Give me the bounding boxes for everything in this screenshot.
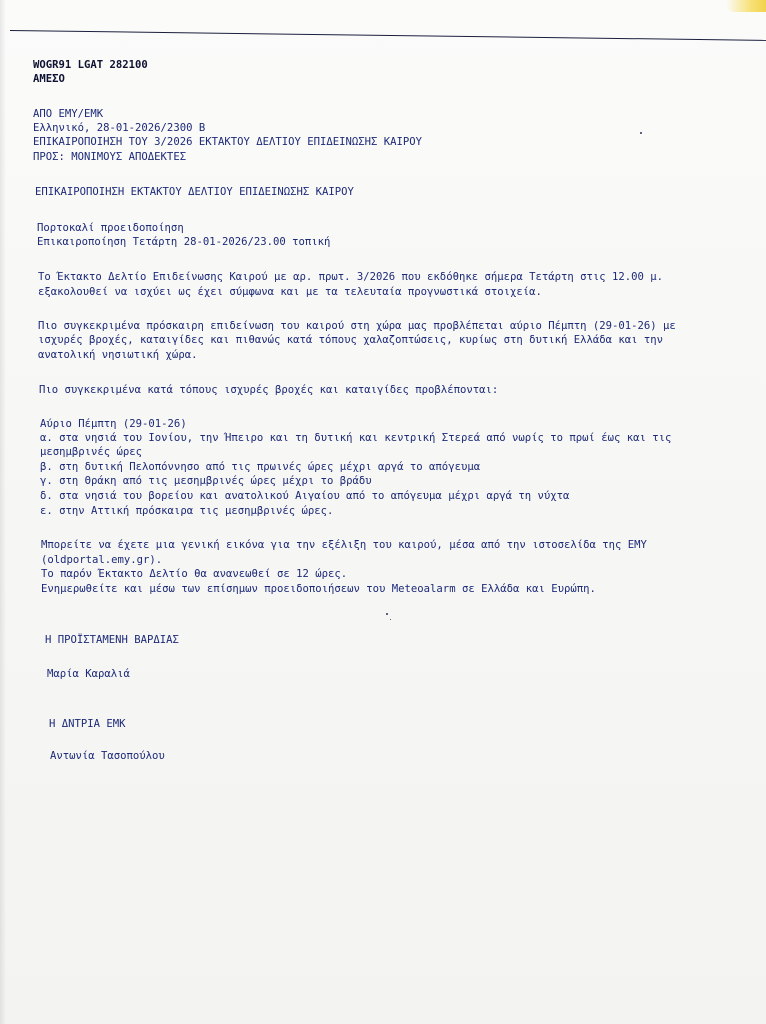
subject-line: ΕΠΙΚΑΙΡΟΠΟΙΗΣΗ ΤΟΥ 3/2026 ΕΚΤΑΚΤΟΥ ΔΕΛΤΙΟΥ ΕΠΙΔΕΙΝΩΣΗΣ ΚΑΙΡΟΥ [33, 136, 423, 148]
paper-speck [386, 613, 388, 615]
paragraph-line: Το Έκτακτο Δελτίο Επιδείνωσης Καιρού με αρ. πρωτ. 3/2026 που εκδόθηκε σήμερα Τετάρτη στις 12.00 μ. [38, 271, 664, 283]
top-rule [10, 30, 766, 41]
recipients: ΠΡΟΣ: ΜΟΝΙΜΟΥΣ ΑΠΟΔΕΚΤΕΣ [33, 151, 187, 163]
closing-line: Ενημερωθείτε και μέσω των επίσημων προειδοποιήσεων του Meteoalarm σε Ελλάδα και Ευρώπη. [41, 583, 596, 595]
signature-name: Αντωνία Τασοπούλου [50, 750, 165, 762]
closing-line: Το παρόν Έκτακτο Δελτίο θα ανανεωθεί σε 12 ώρες. [41, 568, 348, 580]
forecast-item: μεσημβρινές ώρες [40, 446, 143, 458]
paragraph-line: Πιο συγκεκριμένα πρόσκαιρη επιδείνωση του καιρού στη χώρα μας προβλέπεται αύριο Πέμπτη (29-01-26) με [38, 320, 676, 332]
paragraph-line: ισχυρές βροχές, καταιγίδες και πιθανώς κατά τόπους χαλαζοπτώσεις, κυρίως στη δυτική Ελλάδα και την [38, 334, 664, 346]
document-title: ΕΠΙΚΑΙΡΟΠΟΙΗΣΗ ΕΚΤΑΚΤΟΥ ΔΕΛΤΙΟΥ ΕΠΙΔΕΙΝΩΣΗΣ ΚΑΙΡΟΥ [35, 186, 354, 198]
signature-role: Η ΔΝΤΡΙΑ ΕΜΚ [49, 718, 126, 730]
priority-label: ΑΜΕΣΟ [33, 73, 65, 85]
forecast-item: α. στα νησιά του Ιονίου, την Ήπειρο και τη δυτική και κεντρική Στερεά από νωρίς το πρωί έως και τις [40, 432, 672, 444]
forecast-item: ε. στην Αττική πρόσκαιρα τις μεσημβρινές ώρες. [40, 505, 334, 517]
closing-line: (oldportal.emy.gr). [41, 554, 163, 566]
paragraph-line: ανατολική νησιωτική χώρα. [38, 349, 198, 361]
closing-line: Μπορείτε να έχετε μια γενική εικόνα για την εξέλιξη του καιρού, μέσα από την ιστοσελίδα της ΕΜΥ [41, 539, 647, 551]
paragraph-line: εξακολουθεί να ισχύει ως έχει σύμφωνα και με τα τελευταία προγνωστικά στοιχεία. [38, 286, 542, 298]
paper-speck [390, 619, 391, 620]
warning-level: Πορτοκαλί προειδοποίηση [37, 222, 184, 234]
paper-speck [640, 132, 642, 134]
signature-role: Η ΠΡΟΪΣΤΑΜΕΝΗ ΒΑΡΔΙΑΣ [45, 634, 179, 646]
forecast-day: Αύριο Πέμπτη (29-01-26) [40, 418, 187, 430]
message-code: WOGR91 LGAT 282100 [33, 59, 148, 71]
paragraph-line: Πιο συγκεκριμένα κατά τόπους ισχυρές βροχές και καταιγίδες προβλέπονται: [39, 384, 499, 396]
forecast-item: δ. στα νησιά του βορείου και ανατολικού Αιγαίου από το απόγευμα μέχρι αργά τη νύχτα [40, 490, 570, 502]
page-shadow-edge [0, 0, 6, 1024]
forecast-item: γ. στη Θράκη από τις μεσημβρινές ώρες μέχρι το βράδυ [40, 475, 372, 487]
signature-name: Μαρία Καραλιά [47, 668, 130, 680]
sender: ΑΠΟ ΕΜΥ/ΕΜΚ [33, 108, 104, 120]
forecast-item: β. στη δυτική Πελοπόννησο από τις πρωινές ώρες μέχρι αργά το απόγευμα [40, 461, 481, 473]
update-line: Επικαιροποίηση Τετάρτη 28-01-2026/23.00 τοπική [37, 236, 331, 248]
highlighter-mark [726, 0, 766, 12]
place-date: Ελληνικό, 28-01-2026/2300 Β [33, 122, 206, 134]
